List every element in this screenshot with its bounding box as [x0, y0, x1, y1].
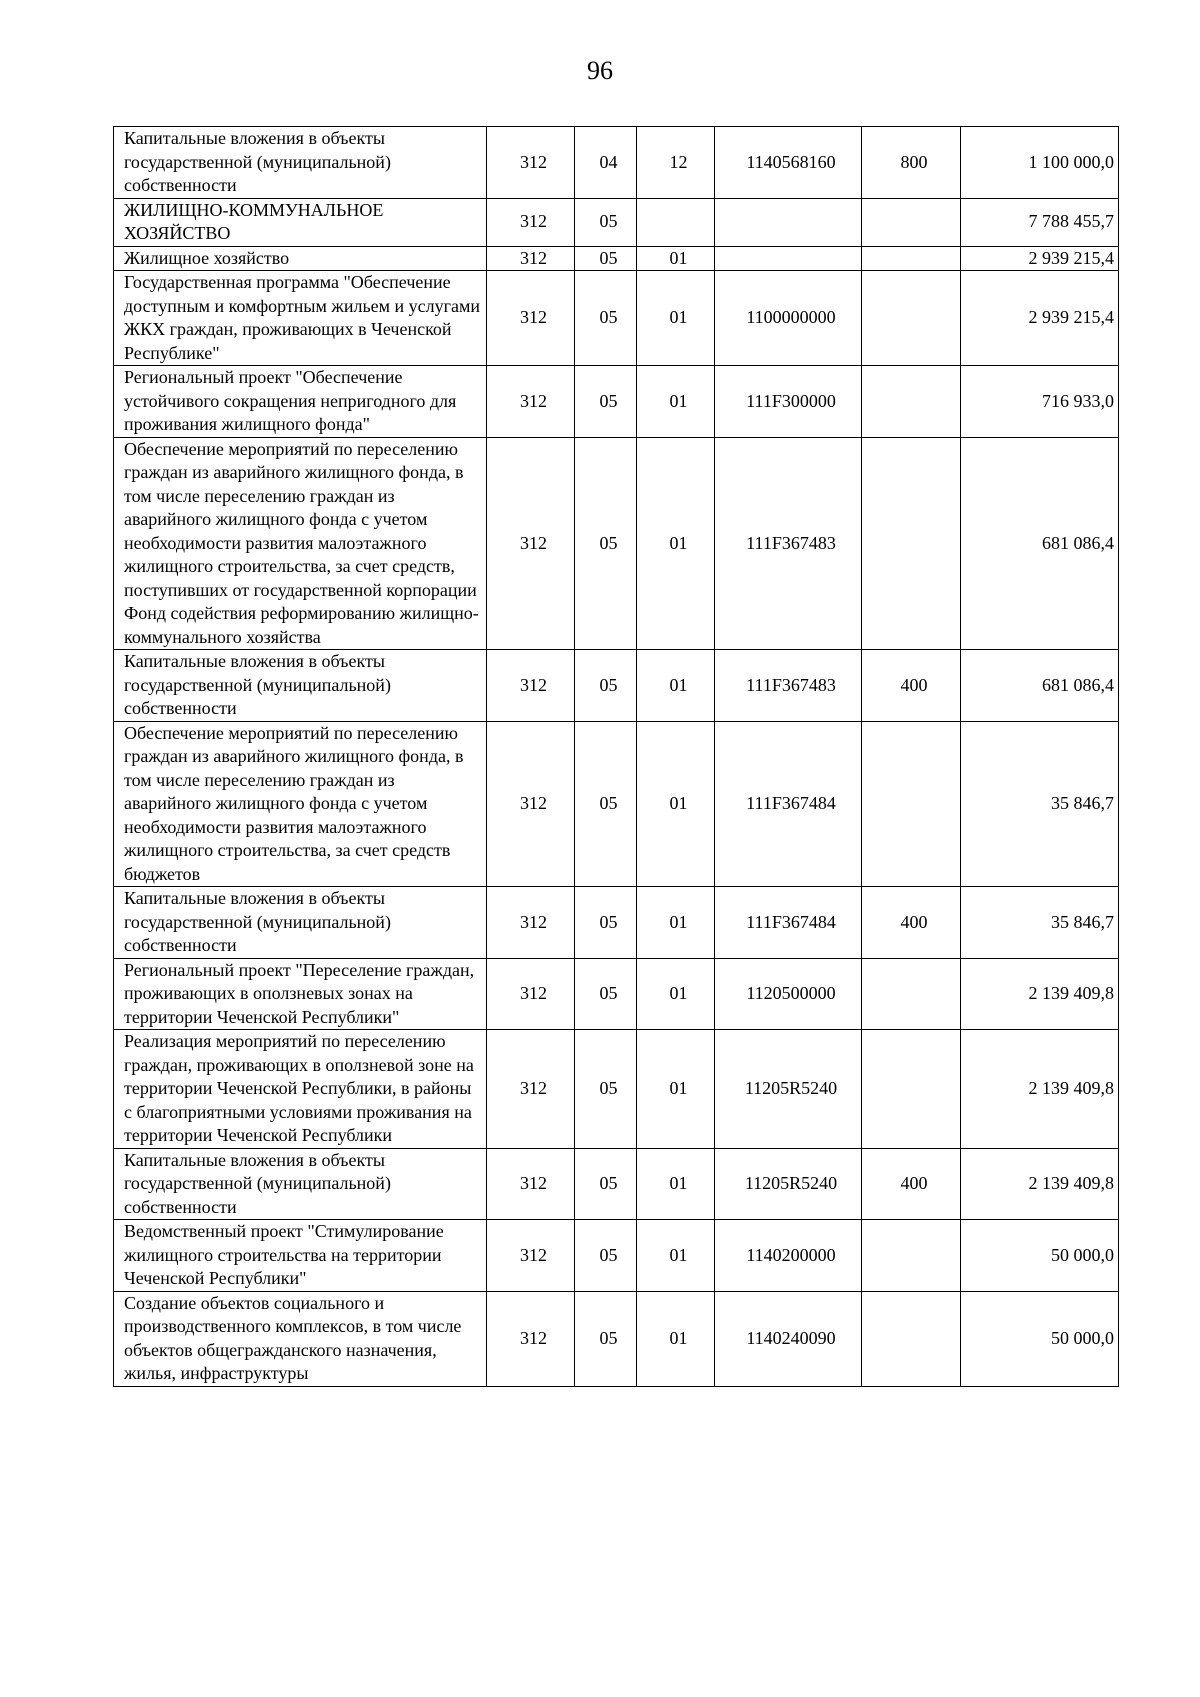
section-code: 05	[575, 958, 637, 1030]
subsection-code: 01	[637, 887, 715, 959]
page-number: 96	[587, 56, 613, 85]
grbs-code: 312	[487, 437, 575, 650]
section-code: 05	[575, 366, 637, 438]
table-row	[114, 650, 1119, 722]
section-code: 05	[575, 650, 637, 722]
section-code: 04	[575, 127, 637, 199]
expense-name: Создание объектов социального и производственного комплексов, в том числе объектов общегражданского назначения, жилья, инфраструктуры	[114, 1291, 487, 1386]
expense-type-code: 400	[862, 887, 961, 959]
expense-type-code	[862, 958, 961, 1030]
expense-name: Обеспечение мероприятий по переселению граждан из аварийного жилищного фонда, в том числе переселению граждан из аварийного жилищного фонда с учетом необходимости развития малоэтажного жилищного строительства, за счет средств бюджетов	[114, 721, 487, 887]
table-row	[114, 1030, 1119, 1149]
target-article-code: 1140200000	[715, 1220, 862, 1292]
subsection-code: 01	[637, 1148, 715, 1220]
amount: 2 139 409,8	[961, 1148, 1119, 1220]
section-code: 05	[575, 198, 637, 246]
expense-name: Региональный проект "Переселение граждан, проживающих в оползневых зонах на территории Чеченской Республики"	[114, 958, 487, 1030]
table-row	[114, 271, 1119, 366]
table-row	[114, 721, 1119, 887]
amount: 7 788 455,7	[961, 198, 1119, 246]
target-article-code: 1140568160	[715, 127, 862, 199]
subsection-code: 01	[637, 1291, 715, 1386]
grbs-code: 312	[487, 887, 575, 959]
amount: 2 939 215,4	[961, 271, 1119, 366]
grbs-code: 312	[487, 271, 575, 366]
subsection-code: 12	[637, 127, 715, 199]
target-article-code: 1140240090	[715, 1291, 862, 1386]
target-article-code: 111F367484	[715, 721, 862, 887]
amount: 2 139 409,8	[961, 958, 1119, 1030]
expense-name: Региональный проект "Обеспечение устойчивого сокращения непригодного для проживания жилищного фонда"	[114, 366, 487, 438]
section-code: 05	[575, 1291, 637, 1386]
target-article-code: 111F367483	[715, 437, 862, 650]
subsection-code: 01	[637, 271, 715, 366]
subsection-code: 01	[637, 246, 715, 271]
expense-name: Капитальные вложения в объекты государственной (муниципальной) собственности	[114, 650, 487, 722]
section-code: 05	[575, 1030, 637, 1149]
amount: 681 086,4	[961, 437, 1119, 650]
target-article-code: 111F367483	[715, 650, 862, 722]
subsection-code: 01	[637, 721, 715, 887]
amount: 50 000,0	[961, 1220, 1119, 1292]
grbs-code: 312	[487, 366, 575, 438]
target-article-code: 111F300000	[715, 366, 862, 438]
table-row	[114, 1220, 1119, 1292]
table-row	[114, 1291, 1119, 1386]
expense-name: Капитальные вложения в объекты государственной (муниципальной) собственности	[114, 887, 487, 959]
amount: 681 086,4	[961, 650, 1119, 722]
expense-name: Жилищное хозяйство	[114, 246, 487, 271]
expense-type-code: 400	[862, 1148, 961, 1220]
target-article-code	[715, 198, 862, 246]
subsection-code: 01	[637, 366, 715, 438]
grbs-code: 312	[487, 1291, 575, 1386]
expense-type-code	[862, 1030, 961, 1149]
grbs-code: 312	[487, 1030, 575, 1149]
expense-type-code	[862, 1291, 961, 1386]
amount: 50 000,0	[961, 1291, 1119, 1386]
budget-table	[113, 126, 1119, 1387]
grbs-code: 312	[487, 650, 575, 722]
grbs-code: 312	[487, 1148, 575, 1220]
expense-type-code	[862, 437, 961, 650]
table-row	[114, 127, 1119, 199]
subsection-code: 01	[637, 958, 715, 1030]
table-row	[114, 887, 1119, 959]
table-row	[114, 366, 1119, 438]
expense-type-code: 800	[862, 127, 961, 199]
expense-name: Капитальные вложения в объекты государственной (муниципальной) собственности	[114, 127, 487, 199]
section-code: 05	[575, 271, 637, 366]
expense-name: ЖИЛИЩНО-КОММУНАЛЬНОЕ ХОЗЯЙСТВО	[114, 198, 487, 246]
amount: 1 100 000,0	[961, 127, 1119, 199]
table-row	[114, 437, 1119, 650]
target-article-code: 1100000000	[715, 271, 862, 366]
expense-name: Ведомственный проект "Стимулирование жилищного строительства на территории Чеченской Республики"	[114, 1220, 487, 1292]
subsection-code	[637, 198, 715, 246]
amount: 2 939 215,4	[961, 246, 1119, 271]
grbs-code: 312	[487, 721, 575, 887]
grbs-code: 312	[487, 958, 575, 1030]
expense-type-code	[862, 246, 961, 271]
expense-type-code	[862, 198, 961, 246]
expense-type-code	[862, 366, 961, 438]
expense-type-code	[862, 721, 961, 887]
target-article-code	[715, 246, 862, 271]
section-code: 05	[575, 1220, 637, 1292]
expense-type-code: 400	[862, 650, 961, 722]
section-code: 05	[575, 721, 637, 887]
section-code: 05	[575, 437, 637, 650]
section-code: 05	[575, 887, 637, 959]
target-article-code: 11205R5240	[715, 1148, 862, 1220]
grbs-code: 312	[487, 246, 575, 271]
grbs-code: 312	[487, 198, 575, 246]
amount: 2 139 409,8	[961, 1030, 1119, 1149]
subsection-code: 01	[637, 1220, 715, 1292]
section-code: 05	[575, 246, 637, 271]
table-row	[114, 958, 1119, 1030]
target-article-code: 1120500000	[715, 958, 862, 1030]
subsection-code: 01	[637, 437, 715, 650]
section-code: 05	[575, 1148, 637, 1220]
expense-name: Государственная программа "Обеспечение доступным и комфортным жильем и услугами ЖКХ граждан, проживающих в Чеченской Республике"	[114, 271, 487, 366]
target-article-code: 11205R5240	[715, 1030, 862, 1149]
expense-type-code	[862, 271, 961, 366]
subsection-code: 01	[637, 650, 715, 722]
amount: 35 846,7	[961, 721, 1119, 887]
table-row	[114, 246, 1119, 271]
amount: 716 933,0	[961, 366, 1119, 438]
expense-name: Обеспечение мероприятий по переселению граждан из аварийного жилищного фонда, в том числе переселению граждан из аварийного жилищного фонда с учетом необходимости развития малоэтажного жилищного строительства, за счет средств, поступивших от государственной корпорации Фонд содействия реформированию жилищно-коммунального хозяйства	[114, 437, 487, 650]
table-row	[114, 1148, 1119, 1220]
expense-name: Капитальные вложения в объекты государственной (муниципальной) собственности	[114, 1148, 487, 1220]
grbs-code: 312	[487, 127, 575, 199]
amount: 35 846,7	[961, 887, 1119, 959]
budget-table-body	[114, 127, 1119, 1387]
expense-type-code	[862, 1220, 961, 1292]
expense-name: Реализация мероприятий по переселению граждан, проживающих в оползневой зоне на территории Чеченской Республики, в районы с благоприятными условиями проживания на территории Чеченской Республики	[114, 1030, 487, 1149]
target-article-code: 111F367484	[715, 887, 862, 959]
grbs-code: 312	[487, 1220, 575, 1292]
subsection-code: 01	[637, 1030, 715, 1149]
table-row	[114, 198, 1119, 246]
